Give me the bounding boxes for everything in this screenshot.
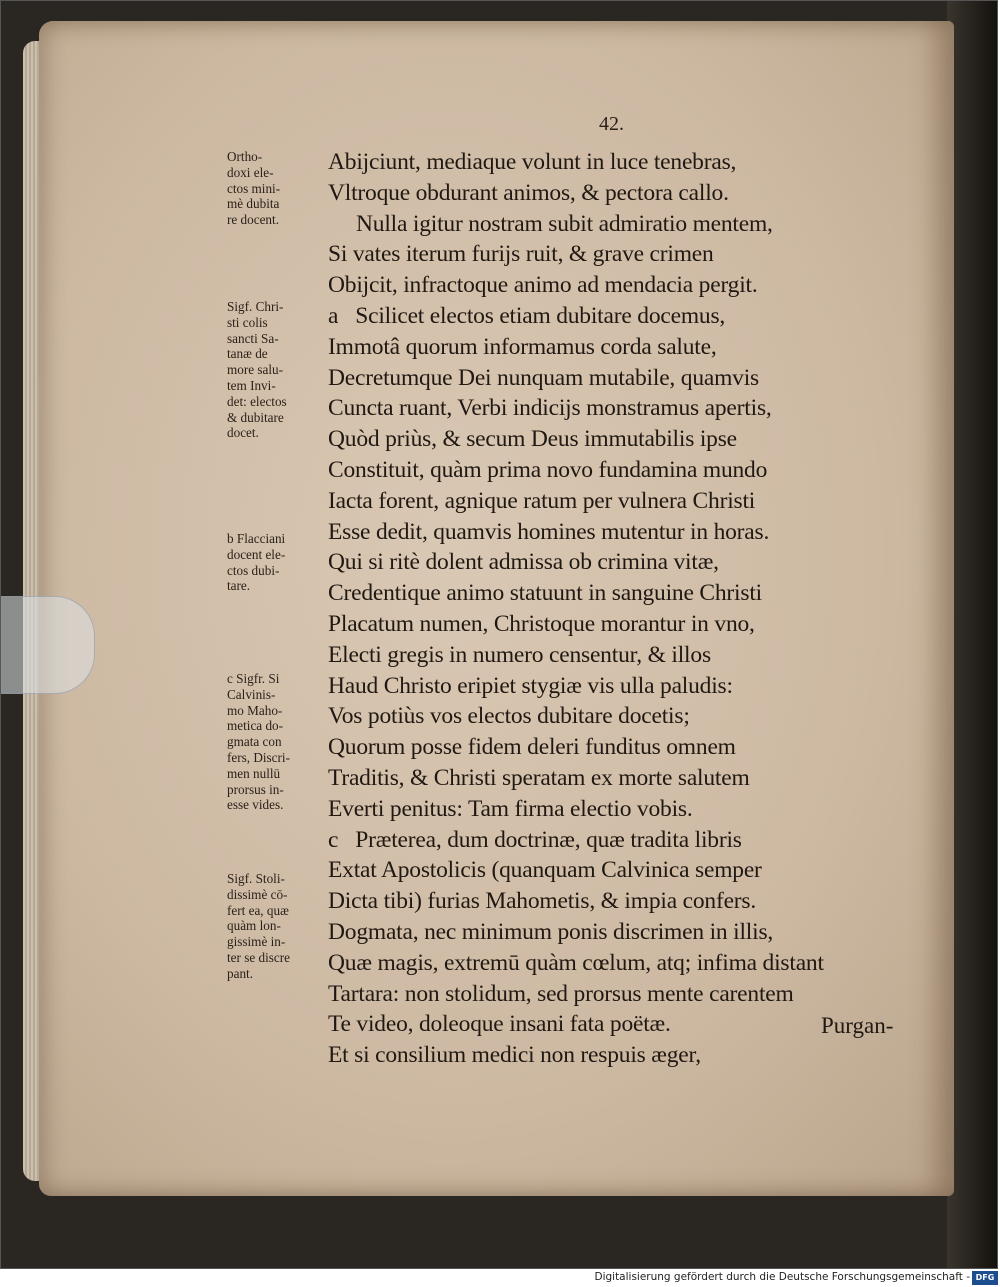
text-line: Quæ magis, extremū quàm cœlum, atq; infima distant: [328, 949, 824, 976]
text-line: Abijciunt, mediaque volunt in luce tenebras,: [328, 149, 737, 175]
text-line: Constituit, quàm prima novo fundamina mundo: [328, 456, 768, 483]
text-line: Si vates iterum furijs ruit, & grave crimen: [328, 241, 714, 268]
text-line: Obijcit, infractoque animo ad mendacia pergit.: [328, 272, 758, 299]
text-line: c Præterea, dum doctrinæ, quæ tradita libris: [328, 826, 742, 853]
text-line: Et si consilium medici non respuis æger,: [328, 1042, 701, 1069]
text-line: Traditis, & Christi speratam ex morte salutem: [328, 764, 750, 791]
text-line: Haud Christo eripiet stygiæ vis ulla paludis:: [328, 672, 733, 699]
page-clip: [1, 596, 95, 694]
text-line: Dicta tibi) furias Mahometis, & impia confers.: [328, 888, 757, 915]
margin-note-flacciani: b Flacciani docent ele- ctos dubi- tare.: [227, 531, 286, 594]
text-line: Vos potiùs vos electos dubitare docetis;: [328, 703, 690, 730]
text-line: a Scilicet electos etiam dubitare docemus,: [328, 302, 726, 329]
poem-text: [328, 147, 928, 1071]
text-line: Dogmata, nec minimum ponis discrimen in illis,: [328, 918, 774, 945]
margin-note-calvinismo: c Sigfr. Si Calvinis- mo Maho- metica do- gmata con fers, Discri- men nullū prorsus in- esse vides.: [227, 671, 290, 813]
margin-note-stolidissime: Sigf. Stoli- dissimè cō- fert ea, quæ quàm lon- gissimè in- ter se discre pant.: [227, 871, 290, 981]
page-number: 42.: [599, 113, 624, 135]
footer-credit: Digitalisierung gefördert durch die Deutsche Forschungsgemeinschaft -: [594, 1271, 970, 1283]
text-line: Quòd priùs, & secum Deus immutabilis ipse: [328, 426, 737, 453]
text-line: Esse dedit, quamvis homines mutentur in horas.: [328, 518, 770, 545]
text-line: Credentique animo statuunt in sanguine Christi: [328, 580, 762, 607]
text-line: Placatum numen, Christoque morantur in vno,: [328, 610, 755, 637]
text-line: Qui si ritè dolent admissa ob crimina vitæ,: [328, 549, 719, 576]
text-line: Immotâ quorum informamus corda salute,: [328, 333, 717, 360]
text-line: Extat Apostolicis (quanquam Calvinica semper: [328, 857, 762, 884]
text-line: Te video, doleoque insani fata poëtæ.: [328, 1011, 671, 1038]
text-line: Iacta forent, agnique ratum per vulnera Christi: [328, 487, 756, 514]
text-line: Cuncta ruant, Verbi indicijs monstramus apertis,: [328, 395, 772, 422]
catchword: Purgan-: [821, 1013, 894, 1038]
text-line: Tartara: non stolidum, sed prorsus mente carentem: [328, 980, 794, 1007]
text-line: Quorum posse fidem deleri funditus omnem: [328, 734, 736, 761]
margin-note-orthodoxi: Ortho- doxi ele- ctos mini- mè dubita re docent.: [227, 149, 281, 228]
footer-bar: [0, 1270, 1000, 1287]
text-line: Vltroque obdurant animos, & pectora callo.: [328, 179, 729, 206]
text-line: Decretumque Dei nunquam mutabile, quamvis: [328, 364, 760, 391]
margin-note-sigf-christi: Sigf. Chri- sti colis sancti Sa- tanæ de more salu- tem Invi- det: electos & dubitare docet.: [227, 299, 287, 441]
dfg-logo: DFG: [972, 1271, 998, 1285]
book-cover-edge: [947, 1, 997, 1269]
text-line: Everti penitus: Tam firma electio vobis.: [328, 795, 693, 822]
text-line: Electi gregis in numero censentur, & illos: [328, 641, 711, 668]
text-line: Nulla igitur nostram subit admiratio mentem,: [356, 210, 773, 237]
